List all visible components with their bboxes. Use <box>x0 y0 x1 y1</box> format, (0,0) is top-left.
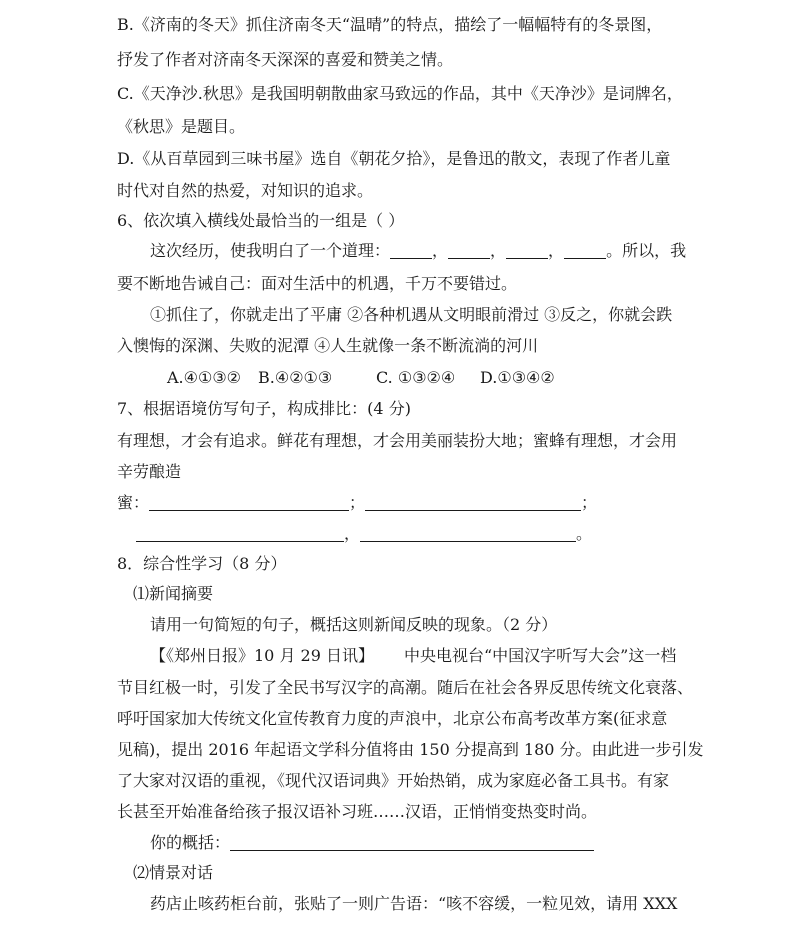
q6-blank-2[interactable] <box>448 242 490 259</box>
q7-sep-d: 。 <box>576 524 593 543</box>
q8-news-line-5: 了大家对汉语的重视，《现代汉语词典》开始热销，成为家庭必备工具书。有家 <box>117 771 670 790</box>
q8-sub2-title: ⑵情景对话 <box>133 863 214 882</box>
q7-blank-1[interactable] <box>149 494 349 511</box>
q8-title: 8．综合性学习（8 分） <box>117 554 287 573</box>
q8-summary-line <box>150 832 594 854</box>
q6-sep-1: ， <box>432 241 449 260</box>
summary-answer-blank[interactable] <box>230 834 594 851</box>
q6-sep-2: ， <box>490 241 507 260</box>
q6-blank-4[interactable] <box>564 242 606 259</box>
option-c-line-2: 《秋思》是题目。 <box>117 117 246 136</box>
news-source: 【《郑州日报》10 月 29 日讯】 <box>150 646 374 665</box>
q6-sep-3: ， <box>548 241 565 260</box>
q7-text-line-4 <box>136 523 592 545</box>
q6-choice-b[interactable]: B.④②①③ <box>258 368 333 387</box>
q6-blank-1[interactable] <box>390 242 432 259</box>
option-d-line-1: D.《从百草园到三味书屋》选自《朝花夕拾》，是鲁迅的散文，表现了作者儿童 <box>117 149 671 168</box>
q6-blank-3[interactable] <box>506 242 548 259</box>
q8-sub1-title: ⑴新闻摘要 <box>133 584 214 603</box>
q6-stem-line-1 <box>150 240 686 262</box>
q6-choice-c[interactable]: C. ①③②④ <box>376 368 456 387</box>
q7-text-line-2: 辛劳酿造 <box>117 462 182 481</box>
option-d-line-2: 时代对自然的热爱，对知识的追求。 <box>117 181 374 200</box>
q7-sep-a: ； <box>349 493 366 512</box>
q8-news-line-2: 节目红极一时，引发了全民书写汉字的高潮。随后在社会各界反思传统文化衰落、 <box>117 678 694 697</box>
q8-scene-line-1: 药店止咳药柜台前，张贴了一则广告语：“咳不容缓，一粒见效，请用 XXX <box>150 894 678 913</box>
q6-stem-b: 。所以，我 <box>606 241 687 260</box>
q6-stem-a: 这次经历，使我明白了一个道理： <box>150 241 391 260</box>
q6-choice-a[interactable]: A.④①③② <box>167 368 242 387</box>
q8-news-line-4: 见稿)，提出 2016 年起语文学科分值将由 150 分提高到 180 分。由此进一步引发 <box>117 740 704 759</box>
q7-blank-3[interactable] <box>136 525 344 542</box>
q7-blank-2[interactable] <box>365 494 581 511</box>
q6-title: 6、依次填入横线处最恰当的一组是（ ） <box>117 211 405 230</box>
q7-text-line-3 <box>117 492 597 514</box>
q8-news-line-1 <box>150 645 676 667</box>
q8-sub1-instruction: 请用一句简短的句子，概括这则新闻反映的现象。（2 分） <box>150 615 558 634</box>
q7-blank-4[interactable] <box>360 525 576 542</box>
q7-title: 7、根据语境仿写句子，构成排比：(4 分) <box>117 399 411 418</box>
q8-news-line-3: 呼吁国家加大传统文化宣传教育力度的声浪中，北京公布高考改革方案(征求意 <box>117 709 668 728</box>
q6-items-line-2: 入懊悔的深渊、失败的泥潭 ④人生就像一条不断流淌的河川 <box>117 336 539 355</box>
q7-text-line-1: 有理想，才会有追求。鲜花有理想，才会用美丽装扮大地；蜜蜂有理想，才会用 <box>117 431 678 450</box>
q7-sep-b: ； <box>581 493 598 512</box>
news-line-1-rest: 中央电视台“中国汉字听写大会”这一档 <box>403 646 677 665</box>
option-c-line-1: C.《天净沙.秋思》是我国明朝散曲家马致远的作品，其中《天净沙》是词牌名， <box>117 84 683 103</box>
q8-news-line-6: 长甚至开始准备给孩子报汉语补习班……汉语，正悄悄变热变时尚。 <box>117 802 598 821</box>
q7-sep-c: ， <box>344 524 361 543</box>
q6-choice-d[interactable]: D.①③④② <box>480 368 555 387</box>
option-b-line-2: 抒发了作者对济南冬天深深的喜爱和赞美之情。 <box>117 50 454 69</box>
q6-items-line-1: ①抓住了，你就走出了平庸 ②各种机遇从文明眼前滑过 ③反之，你就会跌 <box>150 305 673 324</box>
option-b-line-1: B.《济南的冬天》抓住济南冬天“温晴”的特点，描绘了一幅幅特有的冬景图， <box>117 15 663 34</box>
summary-label: 你的概括： <box>150 833 231 852</box>
q7-prefix: 蜜： <box>117 493 150 512</box>
q6-stem-line-2: 要不断地告诫自己：面对生活中的机遇，千万不要错过。 <box>117 274 518 293</box>
